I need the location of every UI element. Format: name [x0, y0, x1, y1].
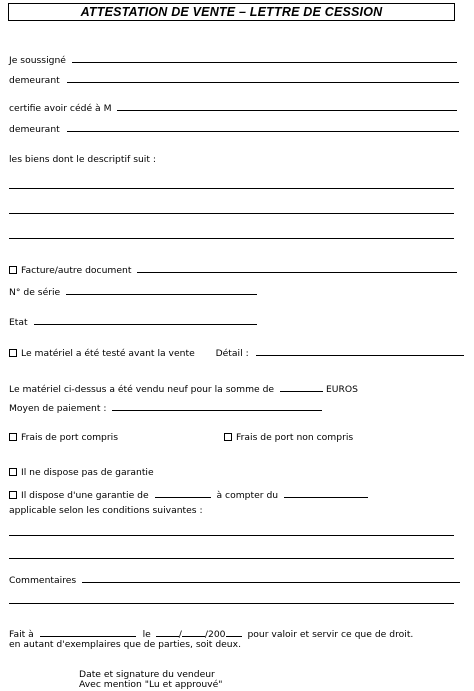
price-field[interactable] — [280, 382, 323, 392]
document-title: ATTESTATION DE VENTE – LETTRE DE CESSION — [8, 3, 455, 21]
date-year-field[interactable] — [226, 627, 242, 637]
warranty-start-label: à compter du — [216, 490, 279, 501]
invoice-checkbox[interactable] — [9, 266, 17, 274]
tested-checkbox[interactable] — [9, 349, 17, 357]
tested-row — [9, 346, 464, 360]
description-line-3[interactable] — [9, 238, 454, 239]
signature-label: Date et signature du vendeur — [79, 669, 215, 680]
condition-label: Etat — [9, 317, 28, 328]
date-label: le — [142, 629, 151, 640]
buyer-name-label: certifie avoir cédé à M — [9, 103, 112, 114]
warranty-start-field[interactable] — [284, 488, 368, 498]
shipping-included-label: Frais de port compris — [21, 432, 119, 443]
seller-address-field[interactable] — [67, 73, 459, 83]
euros-label: EUROS — [325, 384, 358, 395]
conditions-line-1[interactable] — [9, 535, 454, 536]
no-warranty-checkbox[interactable] — [9, 468, 17, 476]
comments-field[interactable] — [82, 573, 460, 583]
invoice-label: Facture/autre document — [21, 265, 132, 276]
date-year-prefix: /200 — [204, 629, 226, 640]
serial-row — [9, 285, 257, 299]
price-row — [9, 382, 358, 396]
condition-row — [9, 315, 257, 329]
description-line-1[interactable] — [9, 188, 454, 189]
warranty-conditions-label: applicable selon les conditions suivantes : — [9, 505, 203, 516]
place-label: Fait à — [9, 629, 34, 640]
shipping-included-checkbox[interactable] — [9, 433, 17, 441]
date-day-field[interactable] — [156, 627, 179, 637]
goods-description-label: les biens dont le descriptif suit : — [9, 154, 156, 165]
no-warranty-row — [9, 467, 154, 479]
buyer-name-row — [9, 101, 457, 115]
seller-name-label: Je soussigné — [9, 55, 66, 66]
no-warranty-label: Il ne dispose pas de garantie — [21, 467, 154, 478]
buyer-address-field[interactable] — [67, 122, 459, 132]
serial-label: N° de série — [9, 287, 61, 298]
conditions-line-2[interactable] — [9, 558, 454, 559]
payment-label: Moyen de paiement : — [9, 403, 107, 414]
validity-text: pour valoir et servir ce que de droit. — [247, 629, 414, 640]
date-month-field[interactable] — [182, 627, 205, 637]
warranty-checkbox[interactable] — [9, 491, 17, 499]
shipping-excluded-label: Frais de port non compris — [236, 432, 354, 443]
comments-row — [9, 573, 460, 587]
date-separator: / — [178, 629, 182, 640]
invoice-field[interactable] — [137, 263, 457, 273]
signature-mention: Avec mention "Lu et approuvé" — [79, 679, 223, 690]
warranty-duration-field[interactable] — [155, 488, 211, 498]
invoice-row — [9, 263, 457, 277]
seller-name-field[interactable] — [72, 53, 457, 63]
seller-address-row — [9, 73, 459, 87]
detail-field[interactable] — [256, 346, 464, 356]
warranty-row — [9, 488, 368, 502]
price-label: Le matériel ci-dessus a été vendu neuf pour la somme de — [9, 384, 275, 395]
buyer-name-field[interactable] — [117, 101, 457, 111]
place-field[interactable] — [40, 627, 136, 637]
buyer-address-label: demeurant — [9, 124, 60, 135]
warranty-label: Il dispose d'une garantie de — [21, 490, 149, 501]
detail-label: Détail : — [215, 348, 249, 359]
serial-field[interactable] — [66, 285, 257, 295]
buyer-address-row — [9, 122, 459, 136]
tested-label: Le matériel a été testé avant la vente — [21, 348, 195, 359]
comments-line-2[interactable] — [9, 603, 454, 604]
shipping-excluded-row — [224, 432, 353, 444]
seller-name-row — [9, 53, 457, 67]
payment-field[interactable] — [112, 401, 322, 411]
shipping-included-row — [9, 432, 118, 444]
description-line-2[interactable] — [9, 213, 454, 214]
comments-label: Commentaires — [9, 575, 77, 586]
seller-address-label: demeurant — [9, 75, 60, 86]
shipping-excluded-checkbox[interactable] — [224, 433, 232, 441]
payment-row — [9, 401, 322, 415]
condition-field[interactable] — [34, 315, 257, 325]
copies-text: en autant d'exemplaires que de parties, soit deux. — [9, 639, 241, 650]
